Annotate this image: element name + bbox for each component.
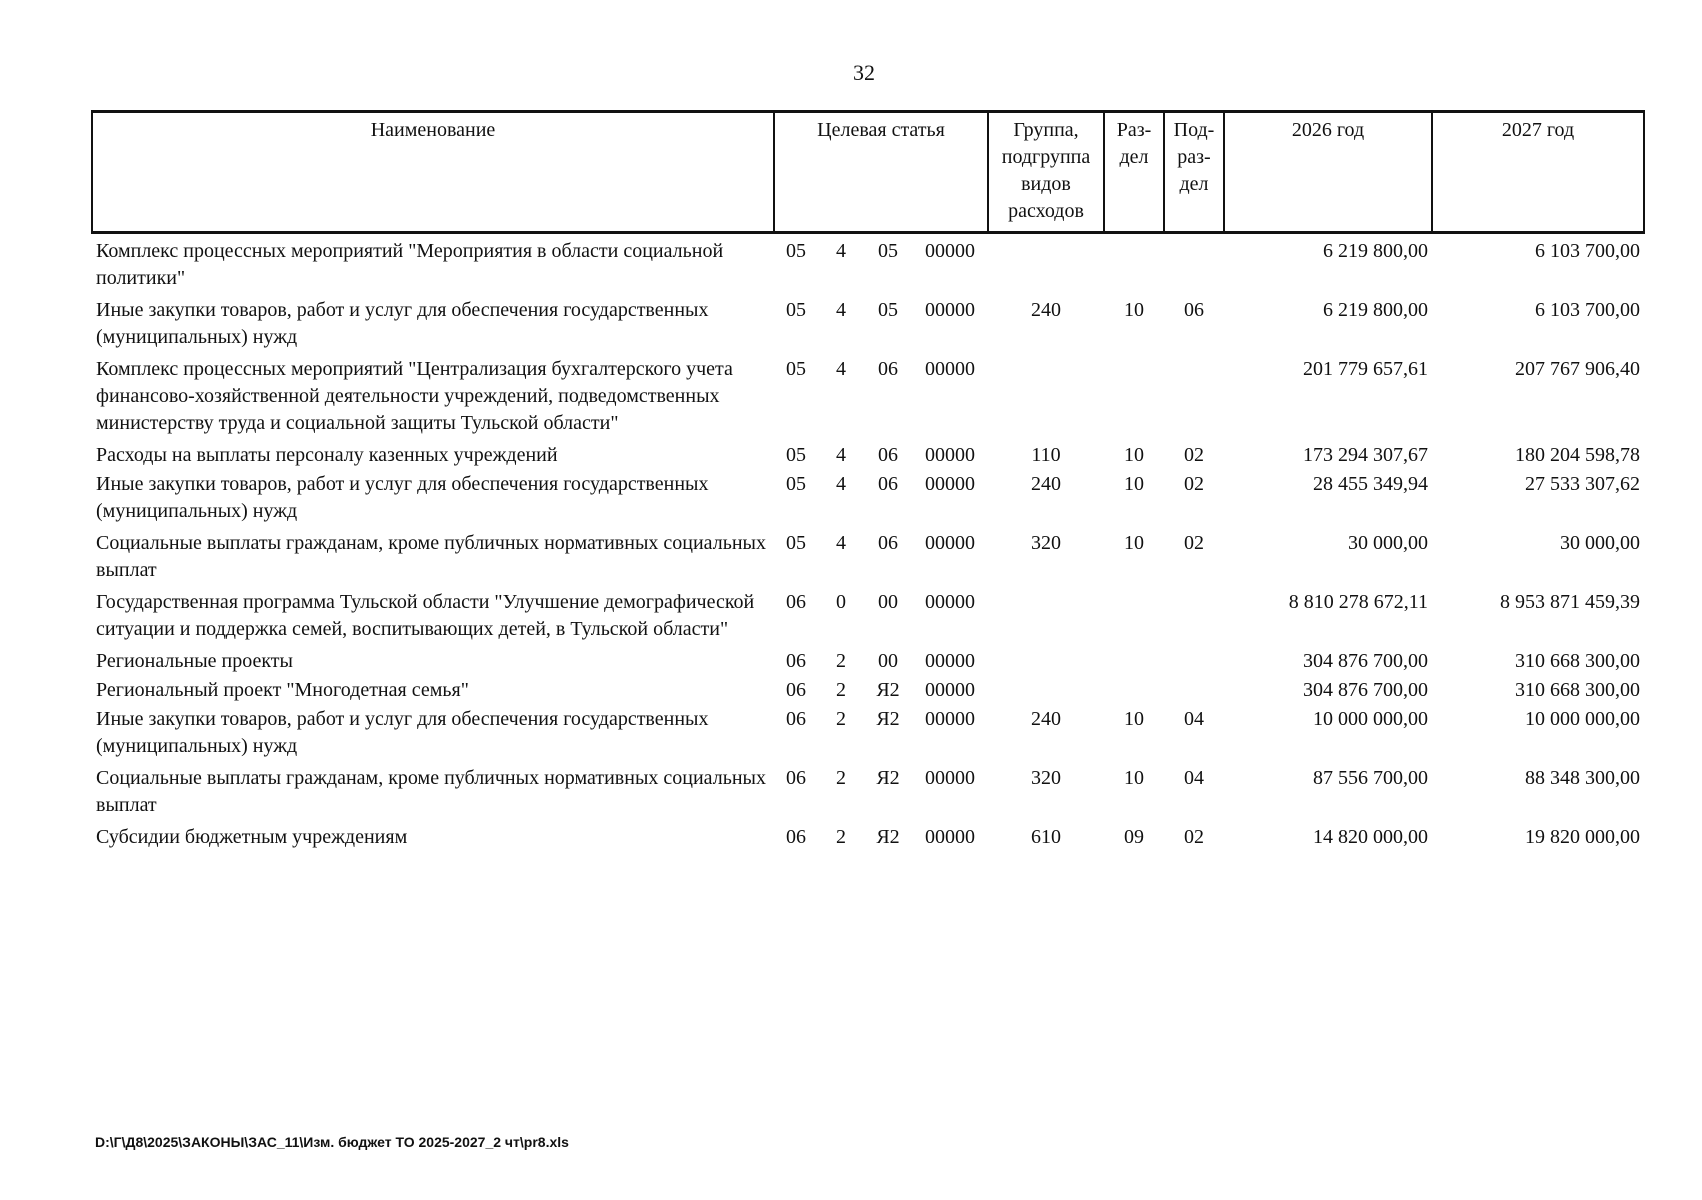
target-code-3-cell: 00 (878, 650, 898, 672)
amount-2026-cell: 14 820 000,00 (1313, 826, 1428, 848)
target-code-4-cell: 00000 (925, 679, 975, 701)
target-code-4-cell: 00000 (925, 826, 975, 848)
amount-2026-cell: 6 219 800,00 (1323, 240, 1428, 262)
row-name-cell: Региональный проект "Многодетная семья" (96, 679, 469, 701)
section-cell (1104, 647, 1164, 676)
target-code-1-cell: 05 (786, 358, 806, 380)
target-code-1-cell: 06 (786, 826, 806, 848)
target-code-1-cell: 05 (786, 532, 806, 554)
target-code-2-cell: 2 (836, 767, 846, 789)
subsection-cell (1164, 647, 1224, 676)
target-code-1-cell: 05 (786, 240, 806, 262)
target-code-4-cell: 00000 (925, 767, 975, 789)
target-code-3-cell: 05 (878, 240, 898, 262)
amount-2026-cell: 201 779 657,61 (1303, 358, 1428, 380)
expense-group-cell: 240 (1031, 473, 1061, 495)
header-subsection: Под-раз-дел (1164, 112, 1224, 233)
row-name-cell: Иные закупки товаров, работ и услуг для обеспечения государственных (муниципальных) нужд (96, 473, 709, 522)
section-cell (1104, 588, 1164, 647)
amount-2026-cell: 28 455 349,94 (1313, 473, 1428, 495)
subsection-cell (1164, 233, 1224, 297)
subsection-cell (1164, 588, 1224, 647)
target-code-2-cell: 4 (836, 473, 846, 495)
row-name-cell: Региональные проекты (96, 650, 293, 672)
target-code-1-cell: 06 (786, 650, 806, 672)
amount-2027-cell: 310 668 300,00 (1515, 650, 1640, 672)
target-code-1-cell: 06 (786, 708, 806, 730)
expense-group-cell (988, 647, 1104, 676)
target-code-1-cell: 05 (786, 299, 806, 321)
amount-2026-cell: 304 876 700,00 (1303, 679, 1428, 701)
target-code-3-cell: 06 (878, 473, 898, 495)
target-code-3-cell: Я2 (876, 767, 900, 789)
file-path-footer: D:\Г\Д8\2025\ЗАКОНЫ\ЗАС_11\Изм. бюджет ТО 2025-2027_2 чт\pr8.xls (95, 1134, 569, 1150)
amount-2027-cell: 27 533 307,62 (1525, 473, 1640, 495)
target-code-1-cell: 05 (786, 473, 806, 495)
section-cell: 10 (1124, 532, 1144, 554)
table-row (92, 233, 1644, 297)
row-name-cell: Иные закупки товаров, работ и услуг для обеспечения государственных (муниципальных) нужд (96, 299, 709, 348)
subsection-cell: 04 (1184, 708, 1204, 730)
amount-2027-cell: 207 767 906,40 (1515, 358, 1640, 380)
expense-group-cell: 320 (1031, 532, 1061, 554)
expense-group-cell: 610 (1031, 826, 1061, 848)
target-code-4-cell: 00000 (925, 240, 975, 262)
amount-2027-cell: 30 000,00 (1560, 532, 1640, 554)
amount-2027-cell: 6 103 700,00 (1535, 240, 1640, 262)
section-cell: 10 (1124, 299, 1144, 321)
subsection-cell (1164, 355, 1224, 441)
target-code-4-cell: 00000 (925, 473, 975, 495)
table-row (92, 823, 1644, 852)
amount-2027-cell: 19 820 000,00 (1525, 826, 1640, 848)
budget-table (91, 110, 1645, 852)
expense-group-cell (988, 676, 1104, 705)
expense-group-cell (988, 233, 1104, 297)
amount-2027-cell: 6 103 700,00 (1535, 299, 1640, 321)
target-code-3-cell: 06 (878, 444, 898, 466)
target-code-2-cell: 2 (836, 679, 846, 701)
expense-group-cell (988, 355, 1104, 441)
table-row (92, 529, 1644, 588)
target-code-3-cell: 05 (878, 299, 898, 321)
target-code-2-cell: 0 (836, 591, 846, 613)
subsection-cell: 02 (1184, 473, 1204, 495)
section-cell (1104, 355, 1164, 441)
row-name-cell: Иные закупки товаров, работ и услуг для обеспечения государственных (муниципальных) нужд (96, 708, 709, 757)
section-cell (1104, 233, 1164, 297)
target-code-4-cell: 00000 (925, 532, 975, 554)
section-cell: 10 (1124, 767, 1144, 789)
target-code-4-cell: 00000 (925, 358, 975, 380)
target-code-1-cell: 06 (786, 767, 806, 789)
amount-2026-cell: 173 294 307,67 (1303, 444, 1428, 466)
table-row (92, 470, 1644, 529)
target-code-2-cell: 2 (836, 826, 846, 848)
row-name-cell: Социальные выплаты гражданам, кроме публичных нормативных социальных выплат (96, 767, 766, 816)
target-code-2-cell: 4 (836, 240, 846, 262)
amount-2027-cell: 8 953 871 459,39 (1500, 591, 1640, 613)
table-row (92, 705, 1644, 764)
table-row (92, 355, 1644, 441)
target-code-4-cell: 00000 (925, 708, 975, 730)
table-row (92, 647, 1644, 676)
section-cell: 10 (1124, 444, 1144, 466)
row-name-cell: Социальные выплаты гражданам, кроме публичных нормативных социальных выплат (96, 532, 766, 581)
target-code-2-cell: 4 (836, 444, 846, 466)
row-name-cell: Комплекс процессных мероприятий "Мероприятия в области социальной политики" (96, 240, 724, 289)
amount-2026-cell: 8 810 278 672,11 (1288, 591, 1428, 613)
subsection-cell: 04 (1184, 767, 1204, 789)
target-code-1-cell: 06 (786, 591, 806, 613)
header-target-article: Целевая статья (774, 112, 988, 233)
target-code-4-cell: 00000 (925, 650, 975, 672)
expense-group-cell: 240 (1031, 299, 1061, 321)
header-year-2027: 2027 год (1432, 112, 1644, 233)
table-row (92, 588, 1644, 647)
target-code-3-cell: 06 (878, 358, 898, 380)
section-cell: 10 (1124, 708, 1144, 730)
subsection-cell: 02 (1184, 826, 1204, 848)
target-code-2-cell: 2 (836, 650, 846, 672)
subsection-cell: 02 (1184, 444, 1204, 466)
target-code-3-cell: 00 (878, 591, 898, 613)
target-code-2-cell: 4 (836, 358, 846, 380)
row-name-cell: Комплекс процессных мероприятий "Централизация бухгалтерского учета финансово-хозяйственной деятельности учреждений, подведомственных министерству труда и социальной защиты Тульской области" (96, 358, 733, 434)
amount-2027-cell: 88 348 300,00 (1525, 767, 1640, 789)
table-body (92, 233, 1644, 853)
section-cell: 09 (1124, 826, 1144, 848)
amount-2027-cell: 180 204 598,78 (1515, 444, 1640, 466)
header-year-2026: 2026 год (1224, 112, 1432, 233)
header-section: Раз-дел (1104, 112, 1164, 233)
target-code-2-cell: 4 (836, 299, 846, 321)
amount-2026-cell: 10 000 000,00 (1313, 708, 1428, 730)
target-code-2-cell: 2 (836, 708, 846, 730)
target-code-2-cell: 4 (836, 532, 846, 554)
subsection-cell: 06 (1184, 299, 1204, 321)
target-code-3-cell: Я2 (876, 679, 900, 701)
table-row (92, 764, 1644, 823)
header-name: Наименование (92, 112, 774, 233)
amount-2027-cell: 10 000 000,00 (1525, 708, 1640, 730)
expense-group-cell (988, 588, 1104, 647)
expense-group-cell: 320 (1031, 767, 1061, 789)
target-code-3-cell: 06 (878, 532, 898, 554)
section-cell: 10 (1124, 473, 1144, 495)
amount-2026-cell: 30 000,00 (1348, 532, 1428, 554)
table-row (92, 441, 1644, 470)
row-name-cell: Субсидии бюджетным учреждениям (96, 826, 408, 848)
expense-group-cell: 110 (1031, 444, 1061, 466)
page-number: 32 (853, 60, 875, 85)
row-name-cell: Государственная программа Тульской области "Улучшение демографической ситуации и поддержка семей, воспитывающих детей, в Тульской области" (96, 591, 755, 640)
table-row (92, 296, 1644, 355)
table-row (92, 676, 1644, 705)
table-header-row (92, 112, 1644, 233)
amount-2027-cell: 310 668 300,00 (1515, 679, 1640, 701)
row-name-cell: Расходы на выплаты персоналу казенных учреждений (96, 444, 558, 466)
target-code-4-cell: 00000 (925, 591, 975, 613)
target-code-3-cell: Я2 (876, 708, 900, 730)
target-code-4-cell: 00000 (925, 444, 975, 466)
target-code-3-cell: Я2 (876, 826, 900, 848)
amount-2026-cell: 6 219 800,00 (1323, 299, 1428, 321)
expense-group-cell: 240 (1031, 708, 1061, 730)
target-code-4-cell: 00000 (925, 299, 975, 321)
amount-2026-cell: 304 876 700,00 (1303, 650, 1428, 672)
subsection-cell (1164, 676, 1224, 705)
target-code-1-cell: 06 (786, 679, 806, 701)
section-cell (1104, 676, 1164, 705)
subsection-cell: 02 (1184, 532, 1204, 554)
target-code-1-cell: 05 (786, 444, 806, 466)
amount-2026-cell: 87 556 700,00 (1313, 767, 1428, 789)
header-expense-group: Группа, подгруппа видов расходов (988, 112, 1104, 233)
